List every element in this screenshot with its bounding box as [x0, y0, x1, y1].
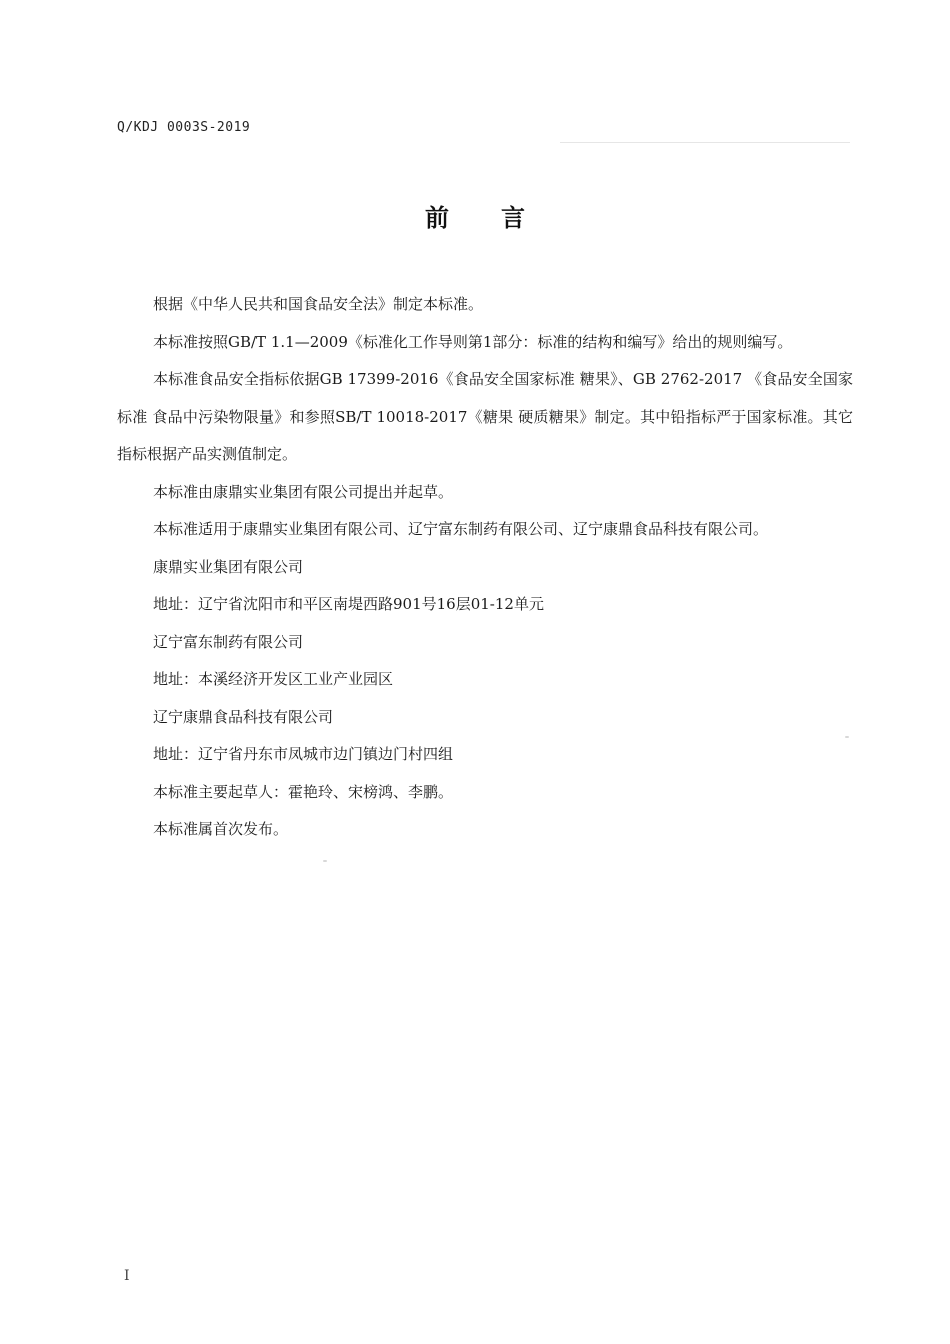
paragraph-first-release: 本标准属首次发布。 — [153, 820, 289, 838]
company-address-kangding: 地址：辽宁省沈阳市和平区南堤西路901号16层01-12单元 — [153, 595, 544, 613]
scan-speck — [845, 736, 849, 738]
paragraph-safety-indicators: 本标准食品安全指标依据GB 17399-2016《食品安全国家标准 糖果》、GB 2762-2017 《食品安全国家标准 食品中污染物限量》和参照SB/T 10018-2017《糖果 硬质糖果》制定。其中铅指标严于国家标准。其它指标根据产品实测值制定。 — [117, 370, 853, 463]
paragraph-proposer: 本标准由康鼎实业集团有限公司提出并起草。 — [153, 482, 454, 501]
company-address-kangding-food: 地址：辽宁省丹东市凤城市边门镇边门村四组 — [153, 745, 454, 763]
company-name-fudong: 辽宁富东制药有限公司 — [153, 632, 304, 651]
company-name-kangding-food: 辽宁康鼎食品科技有限公司 — [153, 707, 334, 726]
company-name-kangding: 康鼎实业集团有限公司 — [153, 557, 304, 576]
standard-code: Q/KDJ 0003S-2019 — [117, 120, 251, 135]
paragraph-legal-basis: 根据《中华人民共和国食品安全法》制定本标准。 — [153, 295, 484, 313]
paragraph-scope: 本标准适用于康鼎实业集团有限公司、辽宁富东制药有限公司、辽宁康鼎食品科技有限公司。 — [153, 520, 769, 538]
paragraph-drafters: 本标准主要起草人：霍艳玲、宋榜鸿、李鹏。 — [153, 782, 454, 801]
page-title: 前言 — [425, 204, 577, 232]
company-address-fudong: 地址：本溪经济开发区工业产业园区 — [153, 670, 394, 688]
scan-speck — [323, 860, 327, 862]
foreword-body — [117, 286, 853, 849]
paragraph-drafting-rules: 本标准按照GB/T 1.1—2009《标准化工作导则第1部分：标准的结构和编写》给出的规则编写。 — [153, 332, 793, 351]
page-number: I — [124, 1268, 130, 1284]
header-divider — [560, 142, 850, 143]
